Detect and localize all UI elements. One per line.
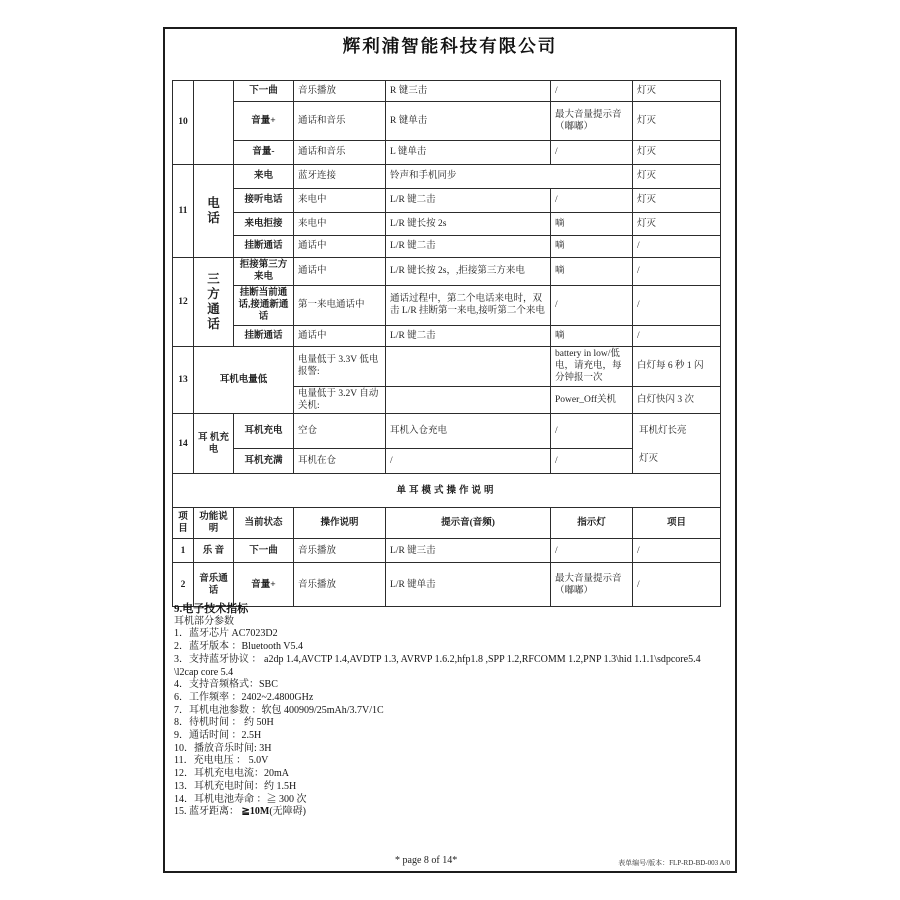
table-cell [633,414,721,474]
table-cell: L/R 键长按 2s [386,213,551,236]
spec-item: 13．耳机充电时间：约 1.5H [174,780,297,792]
page-number: * page 8 of 14* [395,855,458,866]
table-row [173,539,721,563]
table-cell: 耳机充电 [234,414,294,449]
group-label: 耳机电量低 [194,346,294,414]
spec-item: 14．耳机电池寿命 ：≧ 300 次 [174,793,307,805]
spec-item-bold-value: ≧10M [241,806,270,818]
table-cell: 嘀 [551,258,633,286]
group-label-text: 三方通话 [207,271,220,331]
table-cell: L/R 键单击 [386,563,551,607]
table-cell: 音乐播放 [294,539,386,563]
table-cell: 白灯每 6 秒 1 闪 [633,346,721,386]
table-cell: 音乐通话 [194,563,234,607]
table-cell: 第一来电通话中 [294,285,386,325]
table-cell: 来电拒接 [234,213,294,236]
table-cell: / [633,325,721,346]
table-cell: 来电中 [294,189,386,213]
table-cell: 耳机入仓充电 [386,414,551,449]
table-cell: 铃声和手机同步 [386,165,633,189]
table-cell: L/R 键长按 2s，,拒接第三方来电 [386,258,551,286]
form-number: 表单编号/版本：FLP-RD-BD-003 A/0 [618,859,730,867]
table-cell: 挂断通话 [234,236,294,258]
table-cell: 下一曲 [234,81,294,102]
specs-section [174,603,734,819]
led-status: 灯灭 [639,453,659,464]
table-cell: / [386,449,551,474]
table-cell: R 键单击 [386,102,551,141]
table-cell: 灯灭 [633,81,721,102]
table-cell: 空仓 [294,414,386,449]
spec-item: 4．支持音频格式：SBC [174,679,278,691]
table-cell: 通话和音乐 [294,102,386,141]
spec-item-suffix: (无障碍) [269,806,306,818]
table-cell: 灯灭 [633,141,721,165]
table-cell: 来电 [234,165,294,189]
table-cell: 音量+ [234,563,294,607]
table-cell: / [551,81,633,102]
table-row [173,165,721,189]
table-cell [386,346,551,386]
table-cell: 电量低于 3.3V 低电报警: [294,346,386,386]
table-row [173,102,721,141]
spec-item: 12．耳机充电电流：20mA [174,768,289,780]
table-cell: / [633,258,721,286]
table-cell: 蓝牙连接 [294,165,386,189]
specs-heading: 9.电子技术指标 [174,603,249,615]
table-header-row [173,508,721,539]
table-cell: / [551,414,633,449]
table-cell: 挂断通话 [234,325,294,346]
row-number: 2 [173,563,194,607]
spec-item: 10．播放音乐时间: 3H [174,742,272,754]
table-cell: 来电中 [294,213,386,236]
table-cell: / [633,285,721,325]
table-cell: 最大音量提示音（嘟嘟） [551,102,633,141]
table-cell: 乐 音 [194,539,234,563]
table-cell: 电量低于 3.2V 自动关机: [294,386,386,414]
table-cell: 嘀 [551,236,633,258]
group-label-text: 电话 [207,195,220,225]
column-header: 当前状态 [234,508,294,539]
table-cell: Power_Off关机 [551,386,633,414]
mono-mode-section-title: 单耳模式操作说明 [173,474,721,508]
table-cell: 音量- [234,141,294,165]
table-cell: R 键三击 [386,81,551,102]
table-row [173,189,721,213]
table-cell: / [551,189,633,213]
table-cell: 最大音量提示音（嘟嘟） [551,563,633,607]
table-row [173,414,721,449]
table-cell: 接听电话 [234,189,294,213]
table-cell: 耳机充满 [234,449,294,474]
led-status: 耳机灯长亮 [639,425,687,436]
table-cell: 通话中 [294,258,386,286]
table-cell: 音乐播放 [294,563,386,607]
group-label: 耳 机充电 [194,414,234,474]
spec-item: 11．充电电压 ： 5.0V [174,755,269,767]
table-cell: 音量+ [234,102,294,141]
group-number: 11 [173,165,194,258]
led-status-merged [637,423,716,466]
table-cell: 下一曲 [234,539,294,563]
group-number: 14 [173,414,194,474]
table-cell: 嘀 [551,325,633,346]
table-cell: / [551,141,633,165]
operations-table [172,80,721,607]
table-cell: 挂断当前通话,接通新通话 [234,285,294,325]
group-number: 10 [173,81,194,165]
spec-item: 8．待机时间 ： 约 50H [174,717,274,729]
table-cell: / [551,285,633,325]
spec-item: 1．蓝牙芯片 AC7023D2 [174,628,278,640]
table-cell: 耳机在仓 [294,449,386,474]
table-cell: L/R 键二击 [386,325,551,346]
group-label [194,81,234,165]
document-page [163,27,737,873]
spec-item-prefix: 15. 蓝牙距离： [174,806,242,818]
group-label [194,258,234,347]
table-row [173,474,721,508]
spec-item: \l2cap core 5.4 [174,666,234,678]
spec-item: 6．工作频率 ：2402~2.4800GHz [174,691,314,703]
table-cell: 音乐播放 [294,81,386,102]
table-cell: / [633,236,721,258]
table-row [173,346,721,386]
column-header: 操作说明 [294,508,386,539]
row-number: 1 [173,539,194,563]
column-header: 指示灯 [551,508,633,539]
table-row [173,236,721,258]
group-label [194,165,234,258]
spec-item: 9．通话时间 ：2.5H [174,730,262,742]
group-number: 13 [173,346,194,414]
table-cell: L/R 键三击 [386,539,551,563]
table-cell: 灯灭 [633,213,721,236]
table-cell: L/R 键二击 [386,189,551,213]
table-cell: / [551,449,633,474]
spec-item: 3．支持蓝牙协议 ： a2dp 1.4,AVCTP 1.4,AVDTP 1.3, AVRVP 1.6.2,hfp1.8 ,SPP 1.2,RFCOMM 1.2,PNP 1.3\hid 1.1.1\sdpcore5.4 [174,653,701,665]
table-cell: / [633,539,721,563]
column-header: 提示音(音频) [386,508,551,539]
table-cell [386,386,551,414]
company-title: 辉利浦智能科技有限公司 [342,36,558,56]
table-cell: 通话过程中，第二个电话来电时，双击 L/R 挂断第一来电,接听第二个来电 [386,285,551,325]
table-row [173,81,721,102]
table-cell: / [551,539,633,563]
column-header: 项目 [173,508,194,539]
table-row [173,563,721,607]
table-cell: 灯灭 [633,165,721,189]
specs-subheading: 耳机部分参数 [174,615,234,627]
table-cell: 灯灭 [633,102,721,141]
table-row [173,141,721,165]
table-row [173,285,721,325]
spec-item [174,806,734,819]
table-cell: battery in low/低电，请充电，每分钟报一次 [551,346,633,386]
group-number: 12 [173,258,194,347]
table-row [173,213,721,236]
table-cell: 通话和音乐 [294,141,386,165]
table-cell: 嘀 [551,213,633,236]
table-cell: L/R 键二击 [386,236,551,258]
column-header: 功能说明 [194,508,234,539]
table-cell: 白灯快闪 3 次 [633,386,721,414]
spec-item: 2．蓝牙版本 ：Bluetooth V5.4 [174,641,303,653]
spec-item: 7．耳机电池参数 ：软包 400909/25mAh/3.7V/1C [174,704,384,716]
table-row [173,258,721,286]
table-cell: 通话中 [294,236,386,258]
table-cell: 拒接第三方来电 [234,258,294,286]
table-cell: L 键单击 [386,141,551,165]
table-row [173,325,721,346]
table-cell: / [633,563,721,607]
column-header: 项目 [633,508,721,539]
table-cell: 通话中 [294,325,386,346]
table-cell: 灯灭 [633,189,721,213]
